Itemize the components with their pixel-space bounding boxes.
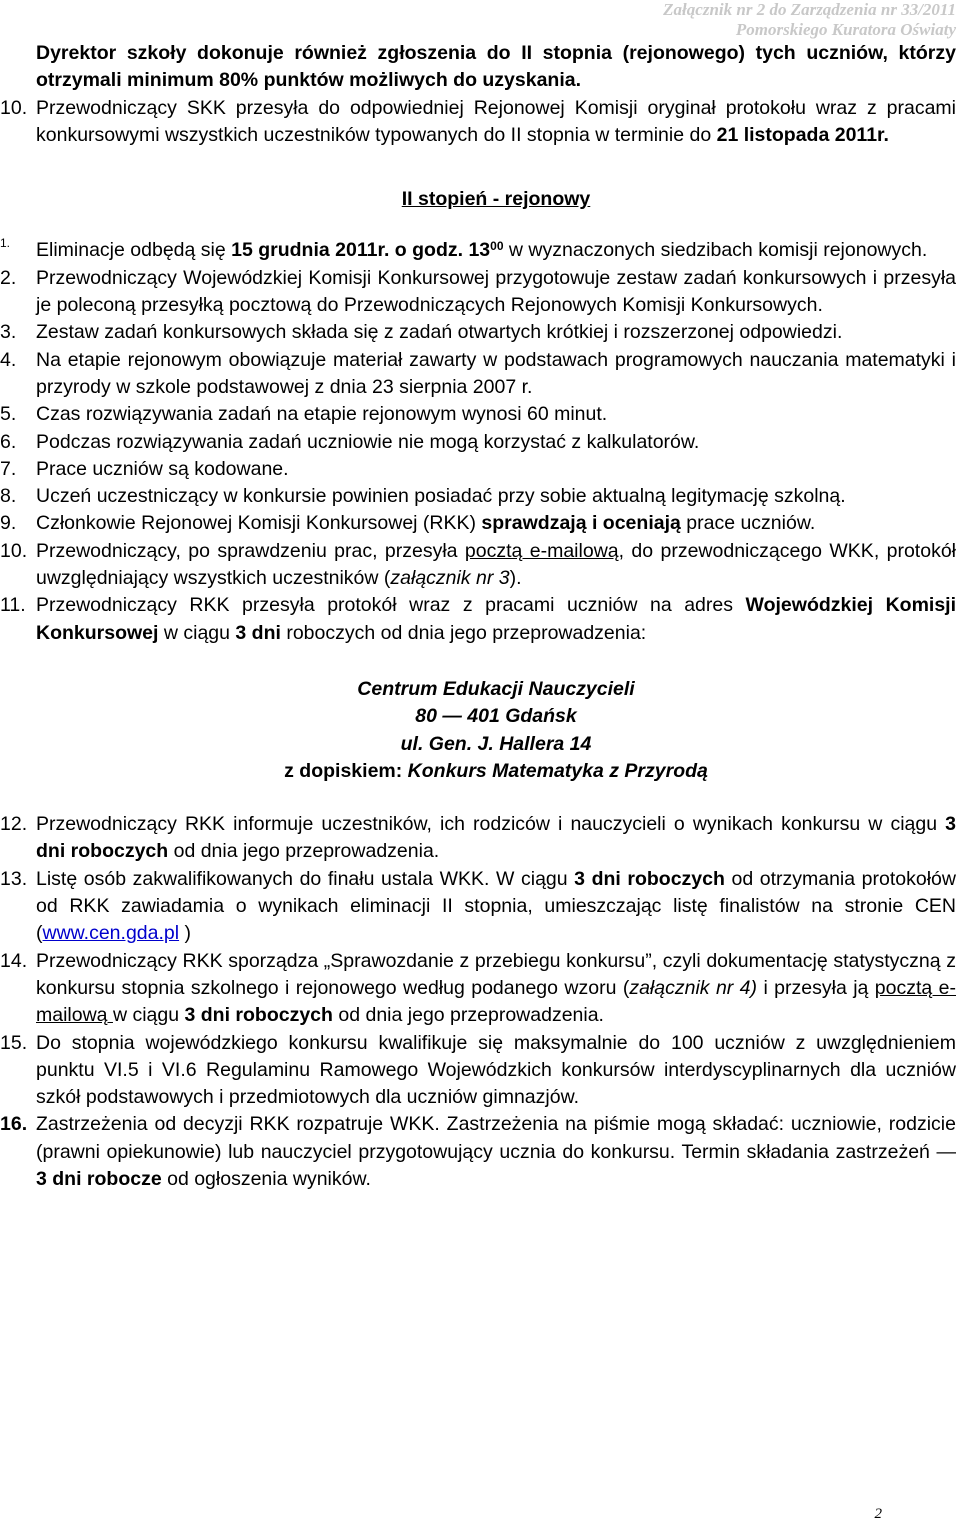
- item-number: 15.: [0, 1031, 28, 1054]
- list-item-3: 3. Zestaw zadań konkursowych składa się z zadań otwartych krótkiej i rozszerzonej odpowiedzi.: [36, 319, 956, 346]
- list-item-12: 12. Przewodniczący RKK informuje uczestników, ich rodziców i nauczycieli o wynikach konkursu w ciągu 3 dni roboczych od dnia jego przeprowadzenia.: [0, 813, 956, 863]
- header-line-2: Pomorskiego Kuratora Oświaty: [735, 20, 956, 39]
- list-item-13: 13. Listę osób zakwalifikowanych do finału ustala WKK. W ciągu 3 dni roboczych od otrzymania protokołów od RKK zawiadamia o wynikach eliminacji II stopnia, umieszczając listę finalistów na stronie CEN (www.cen.gda.pl ): [0, 867, 956, 945]
- item-number: 4.: [0, 348, 17, 371]
- website-link[interactable]: www.cen.gda.pl: [42, 922, 180, 945]
- item-number: 13.: [0, 867, 28, 890]
- item-number: 3.: [0, 321, 17, 344]
- item-number: 9.: [0, 512, 17, 535]
- list-item-1: 1. Eliminacje odbędą się 15 grudnia 2011r. o godz. $13^{00}$ w wyznaczonych siedzibach komisji rejonowych.: [0, 236, 928, 262]
- item-number: 14.: [0, 949, 28, 972]
- list-item-7: 7. Prace uczniów są kodowane.: [36, 456, 956, 483]
- address-line-1: Centrum Edukacji Nauczycieli: [357, 677, 635, 700]
- item-number: 8.: [0, 485, 17, 508]
- header-line-1: Załącznik nr 2 do Zarządzenia nr 33/2011: [663, 0, 956, 19]
- item-number: 16.: [0, 1113, 28, 1136]
- item-number: 12.: [0, 813, 28, 836]
- item-number: 5.: [0, 403, 17, 426]
- list-item-15: 15. Do stopnia wojewódzkiego konkursu kwalifikuje się maksymalnie do 100 uczniów z uwzględnieniem punktu VI.5 i VI.6 Regulaminu Ramowego Wojewódzkich konkursów interdyscyplinarnych dla uczniów szkół podstawowych i przedmiotowych dla uczniów gimnazjów.: [0, 1031, 956, 1109]
- email-method-text: pocztą e-mailową,: [464, 539, 625, 562]
- document-header: [663, 0, 956, 40]
- address-line-2: 80 — 401 Gdańsk: [415, 705, 577, 728]
- item-number: 7.: [0, 457, 17, 480]
- list-item-6: 6. Podczas rozwiązywania zadań uczniowie nie mogą korzystać z kalkulatorów.: [36, 429, 956, 456]
- item-number: 2.: [0, 266, 17, 289]
- list-item-8: 8. Uczeń uczestniczący w konkursie powinien posiadać przy sobie aktualną legitymację szkolną.: [36, 483, 956, 510]
- page-number: 2: [874, 1506, 882, 1522]
- item-number: 11.: [0, 594, 26, 617]
- list-item-11: 11. Przewodniczący RKK przesyła protokół wraz z pracami uczniów na adres Wojewódzkiej Komisji Konkursowej w ciągu 3 dni roboczych od dnia jego przeprowadzenia:: [0, 594, 957, 644]
- section-title: II stopień - rejonowy: [401, 188, 591, 211]
- list-item-10-top: 10. Przewodniczący SKK przesyła do odpowiedniej Rejonowej Komisji oryginał protokołu wraz z pracami konkursowymi wszystkich uczestników typowanych do II stopnia w terminie do 21 listopada 2011r.: [0, 96, 956, 146]
- address-line-4: z dopiskiem: Konkurs Matematyka z Przyrodą: [284, 759, 708, 782]
- item-number: 1.: [0, 236, 11, 251]
- document-body: [0, 40, 957, 1193]
- list-item-14: 14. Przewodniczący RKK sporządza „Sprawozdanie z przebiegu konkursu”, czyli dokumentację statystyczną z konkursu stopnia szkolnego i rejonowego według podanego wzoru (załącznik nr 4) i przesyła ją pocztą e-mailową w ciągu 3 dni roboczych od dnia jego przeprowadzenia.: [0, 949, 956, 1027]
- intro-paragraph: Dyrektor szkoły dokonuje również zgłoszenia do II stopnia (rejonowego) tych uczniów, którzy otrzymali minimum 80% punktów możliwych do uzyskania.: [36, 42, 956, 92]
- address-line-3: ul. Gen. J. Hallera 14: [400, 732, 592, 755]
- item-number: 10.: [0, 539, 28, 562]
- email-method-text: pocztą e-mailową: [36, 976, 956, 1027]
- list-item-16: 16. Zastrzeżenia od decyzji RKK rozpatruje WKK. Zastrzeżenia na piśmie mogą składać: uczniowie, rodzicie (prawni opiekunowie) lub nauczyciel przygotowujący ucznia do konkursu. Termin składania zastrzeżeń — 3 dni robocze od ogłoszenia wyników.: [0, 1113, 956, 1190]
- list-item-10: 10. Przewodniczący, po sprawdzeniu prac, przesyła pocztą e-mailową, do przewodniczącego WKK, protokół uwzględniający wszystkich uczestników (załącznik nr 3).: [0, 539, 956, 590]
- item-number: 10.: [0, 96, 28, 119]
- mailing-address: [36, 676, 956, 785]
- list-item-9: 9. Członkowie Rejonowej Komisji Konkursowej (RKK) sprawdzają i oceniają prace uczniów.: [36, 510, 956, 537]
- list-item-5: 5. Czas rozwiązywania zadań na etapie rejonowym wynosi 60 minut.: [36, 401, 956, 428]
- item-number: 6.: [0, 430, 17, 453]
- list-item-4: 4. Na etapie rejonowym obowiązuje materiał zawarty w podstawach programowych nauczania matematyki i przyrody w szkole podstawowej z dnia 23 sierpnia 2007 r.: [0, 348, 956, 398]
- list-item-2: 2. Przewodniczący Wojewódzkiej Komisji Konkursowej przygotowuje zestaw zadań konkursowych i przesyła je poleconą przesyłką pocztową do Przewodniczących Rejonowych Komisji Konkursowych.: [0, 266, 956, 317]
